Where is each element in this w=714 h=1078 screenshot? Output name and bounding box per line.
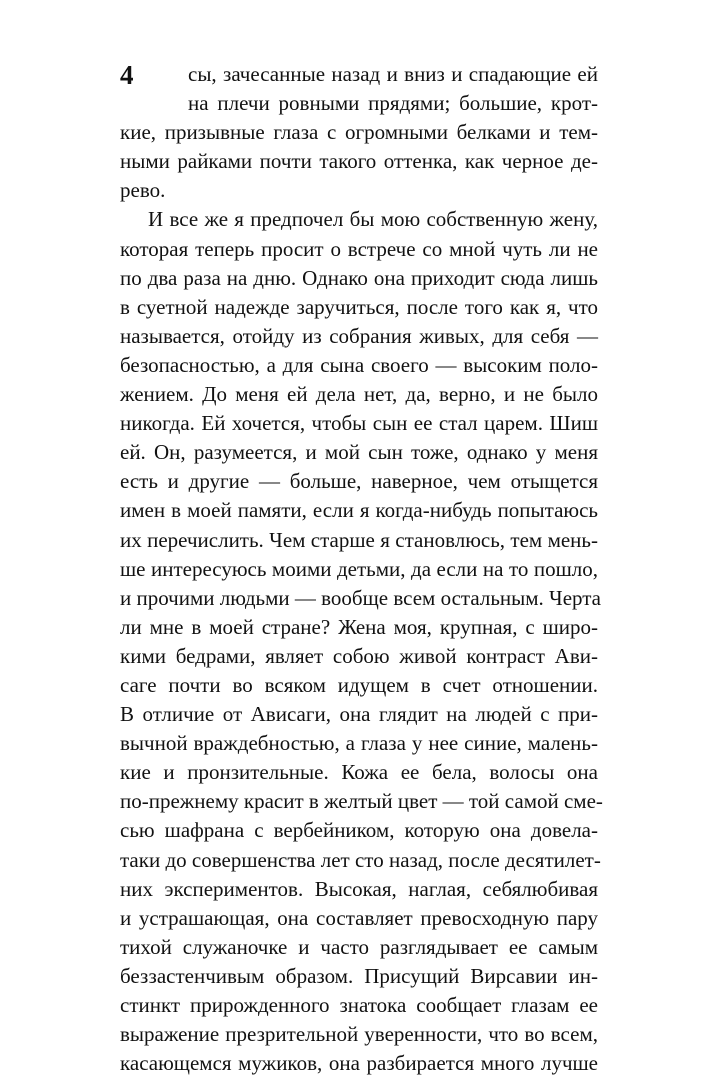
text-line: и устрашающая, она составляет превосходную пару: [120, 905, 598, 930]
text-line: И все же я предпочел бы мою собственную жену,: [148, 207, 598, 232]
page-text: [120, 60, 603, 1078]
text-line: их перечислить. Чем старше я становлюсь, тем мень-: [120, 527, 598, 552]
text-line: ше интересуюсь моими детьми, да если на то пошло,: [120, 556, 598, 581]
text-line: ли мне в моей стране? Жена моя, крупная, с широ-: [120, 614, 598, 639]
text-line: В отличие от Ависаги, она глядит на людей с при-: [120, 702, 598, 727]
text-line: касающемся мужиков, она разбирается много лучше: [120, 1051, 598, 1076]
text-line: жением. До меня ей дела нет, да, верно, и не было: [120, 382, 598, 407]
text-line: беззастенчивым образом. Присущий Вирсавии ин-: [120, 963, 598, 988]
text-line: по два раза на дню. Однако она приходит сюда лишь: [120, 265, 598, 290]
text-line: таки до совершенства лет сто назад, после десятилет-: [120, 847, 601, 872]
text-line: рево.: [120, 178, 166, 203]
page-number: 4: [120, 60, 134, 90]
text-line: выражение презрительной уверенности, что во всем,: [120, 1022, 598, 1047]
text-line: кими бедрами, являет собою живой контраст Ави-: [120, 643, 598, 668]
text-line: тихой служаночке и часто разглядывает ее самым: [120, 934, 598, 959]
text-line: сы, зачесанные назад и вниз и спадающие ей: [188, 62, 598, 86]
text-line: есть и другие — больше, наверное, чем отыщется: [120, 469, 598, 494]
text-line: называется, отойду из собрания живых, для себя —: [120, 323, 598, 348]
text-line: в суетной надежде заручиться, после того как я, что: [120, 294, 598, 319]
text-line: на плечи ровными прядями; большие, крот-: [188, 91, 598, 116]
text-line: и прочими людьми — вообще всем остальным. Черта: [120, 585, 602, 610]
text-line: стинкт прирожденного знатока сообщает глазам ее: [120, 993, 598, 1017]
text-line: ей. Он, разумеется, и мой сын тоже, однако у меня: [120, 440, 598, 465]
text-line: саге почти во всяком идущем в счет отношении.: [120, 672, 598, 697]
text-line: сью шафрана с вербейником, которую она довела-: [120, 818, 598, 843]
text-line: которая теперь просит о встрече со мной чуть ли не: [120, 236, 598, 261]
text-line: ными райками почти такого оттенка, как черное де-: [120, 149, 598, 174]
text-line: по-прежнему красит в желтый цвет — той самой сме-: [120, 789, 603, 814]
text-line: них экспериментов. Высокая, наглая, себялюбивая: [120, 876, 598, 901]
text-line: имен в моей памяти, если я когда-нибудь попытаюсь: [120, 498, 598, 523]
text-line: никогда. Ей хочется, чтобы сын ее стал царем. Шиш: [120, 411, 598, 436]
text-line: кие и пронзительные. Кожа ее бела, волосы она: [120, 760, 598, 785]
text-line: кие, призывные глаза с огромными белками и тем-: [120, 120, 598, 145]
text-line: безопасностью, а для сына своего — высоким поло-: [120, 352, 598, 377]
text-line: вычной враждебностью, а глаза у нее синие, малень-: [120, 731, 598, 756]
